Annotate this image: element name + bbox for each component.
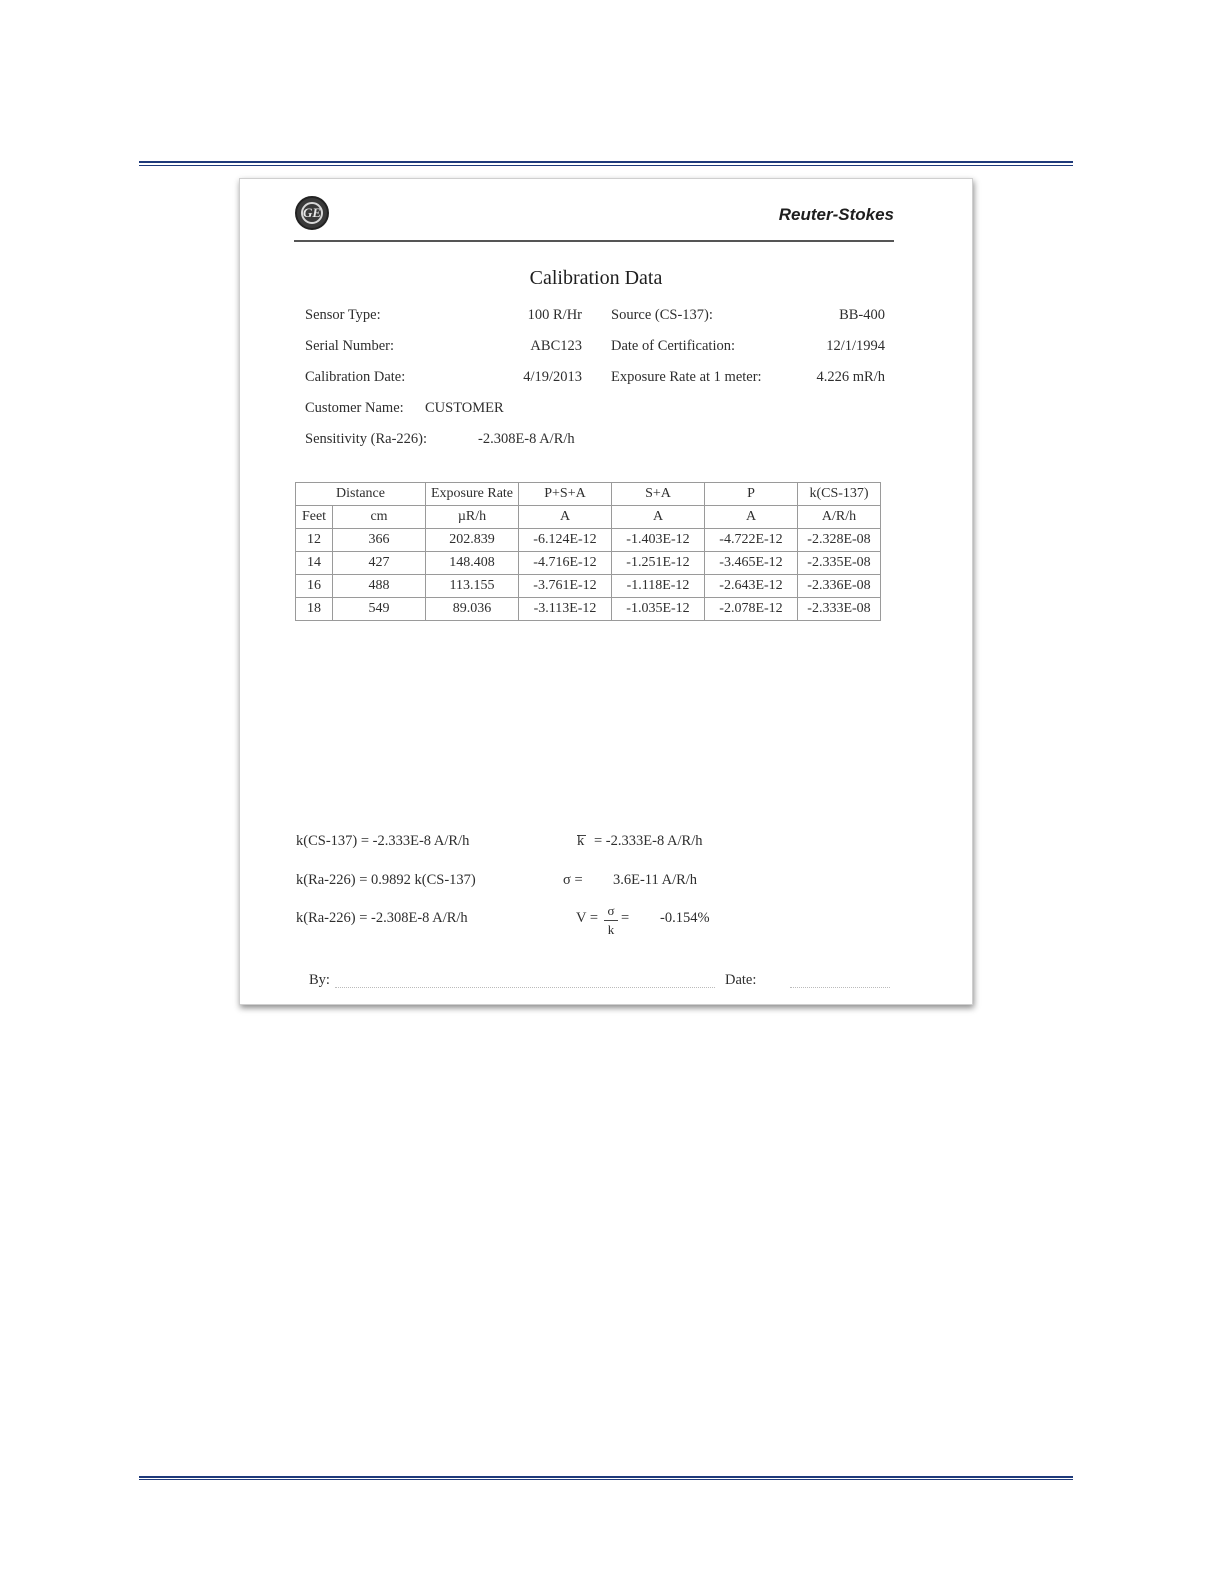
sigma-label: σ = (563, 872, 583, 888)
formula-k-ra226: k(Ra-226) = -2.308E-8 A/R/h (296, 910, 468, 926)
unit-exposure: µR/h (426, 506, 519, 529)
table-row (296, 529, 881, 552)
table-cell: 427 (333, 552, 426, 575)
table-cell: -4.722E-12 (705, 529, 798, 552)
table-cell: 89.036 (426, 598, 519, 621)
table-cell: -1.251E-12 (612, 552, 705, 575)
formula-k-ra226-ratio: k(Ra-226) = 0.9892 k(CS-137) (296, 872, 476, 888)
customer-name-label: Customer Name: (305, 400, 404, 416)
table-cell: 549 (333, 598, 426, 621)
calibration-date-label: Calibration Date: (305, 369, 406, 385)
header-k-cs137: k(CS-137) (798, 483, 881, 506)
exposure-rate-value: 4.226 mR/h (816, 369, 885, 385)
sensor-type-label: Sensor Type: (305, 307, 381, 323)
sensitivity-label: Sensitivity (Ra-226): (305, 431, 428, 447)
formula-k-cs137: k(CS-137) = -2.333E-8 A/R/h (296, 833, 470, 849)
table-cell: 488 (333, 575, 426, 598)
cert-date-value: 12/1/1994 (826, 338, 885, 354)
by-label: By: (309, 972, 330, 988)
source-value: BB-400 (839, 307, 885, 323)
table-cell: 202.839 (426, 529, 519, 552)
v-numerator: σ (607, 903, 615, 918)
brand-name: Reuter-Stokes (778, 205, 894, 224)
table-header-row (296, 483, 881, 506)
table-cell: -4.716E-12 (519, 552, 612, 575)
table-cell: -3.761E-12 (519, 575, 612, 598)
table-cell: -3.113E-12 (519, 598, 612, 621)
table-cell: 12 (296, 529, 333, 552)
unit-psa: A (519, 506, 612, 529)
sensor-type-value: 100 R/Hr (527, 307, 582, 323)
calibration-date-value: 4/19/2013 (523, 369, 582, 385)
header-exposure-rate: Exposure Rate (426, 483, 519, 506)
date-label: Date: (725, 972, 757, 988)
serial-number-label: Serial Number: (305, 338, 394, 354)
table-row (296, 575, 881, 598)
unit-sa: A (612, 506, 705, 529)
exposure-rate-label: Exposure Rate at 1 meter: (611, 369, 762, 385)
table-cell: 366 (333, 529, 426, 552)
v-equals: = (621, 910, 630, 926)
table-cell: -6.124E-12 (519, 529, 612, 552)
table-cell: -2.328E-08 (798, 529, 881, 552)
cert-date-label: Date of Certification: (611, 338, 736, 354)
kbar-value: = -2.333E-8 A/R/h (594, 833, 703, 849)
kbar-symbol: k (577, 833, 585, 849)
table-cell: -2.078E-12 (705, 598, 798, 621)
table-cell: 14 (296, 552, 333, 575)
header-divider (294, 240, 894, 242)
table-cell: 18 (296, 598, 333, 621)
sigma-value: 3.6E-11 A/R/h (613, 872, 698, 888)
header-distance: Distance (296, 483, 426, 506)
table-cell: -1.035E-12 (612, 598, 705, 621)
unit-p: A (705, 506, 798, 529)
table-cell: -2.336E-08 (798, 575, 881, 598)
table-cell: -2.335E-08 (798, 552, 881, 575)
page-title: Calibration Data (529, 267, 663, 289)
table-units-row (296, 506, 881, 529)
table-cell: -2.643E-12 (705, 575, 798, 598)
v-fraction-bar (604, 920, 618, 921)
sensitivity-value: -2.308E-8 A/R/h (478, 431, 575, 447)
table-cell: -3.465E-12 (705, 552, 798, 575)
unit-cm: cm (333, 506, 426, 529)
v-denominator: k (607, 922, 615, 937)
unit-feet: Feet (296, 506, 333, 529)
source-label: Source (CS-137): (611, 307, 713, 323)
table-cell: -1.403E-12 (612, 529, 705, 552)
table-cell: -1.118E-12 (612, 575, 705, 598)
date-line (790, 987, 890, 988)
table-row (296, 598, 881, 621)
header-sa: S+A (612, 483, 705, 506)
calibration-table (295, 482, 881, 621)
table-row (296, 552, 881, 575)
customer-name-value: CUSTOMER (425, 400, 504, 416)
header-p: P (705, 483, 798, 506)
v-label: V = (576, 910, 599, 926)
header-psa: P+S+A (519, 483, 612, 506)
unit-k: A/R/h (798, 506, 881, 529)
calibration-sheet (239, 178, 973, 1005)
bottom-rule (139, 1476, 1073, 1480)
table-cell: 16 (296, 575, 333, 598)
ge-logo-icon: GE (295, 196, 329, 230)
serial-number-value: ABC123 (530, 338, 582, 354)
table-cell: -2.333E-08 (798, 598, 881, 621)
signature-line (335, 987, 715, 988)
table-cell: 148.408 (426, 552, 519, 575)
v-value: -0.154% (660, 910, 710, 926)
top-rule (139, 161, 1073, 166)
table-cell: 113.155 (426, 575, 519, 598)
